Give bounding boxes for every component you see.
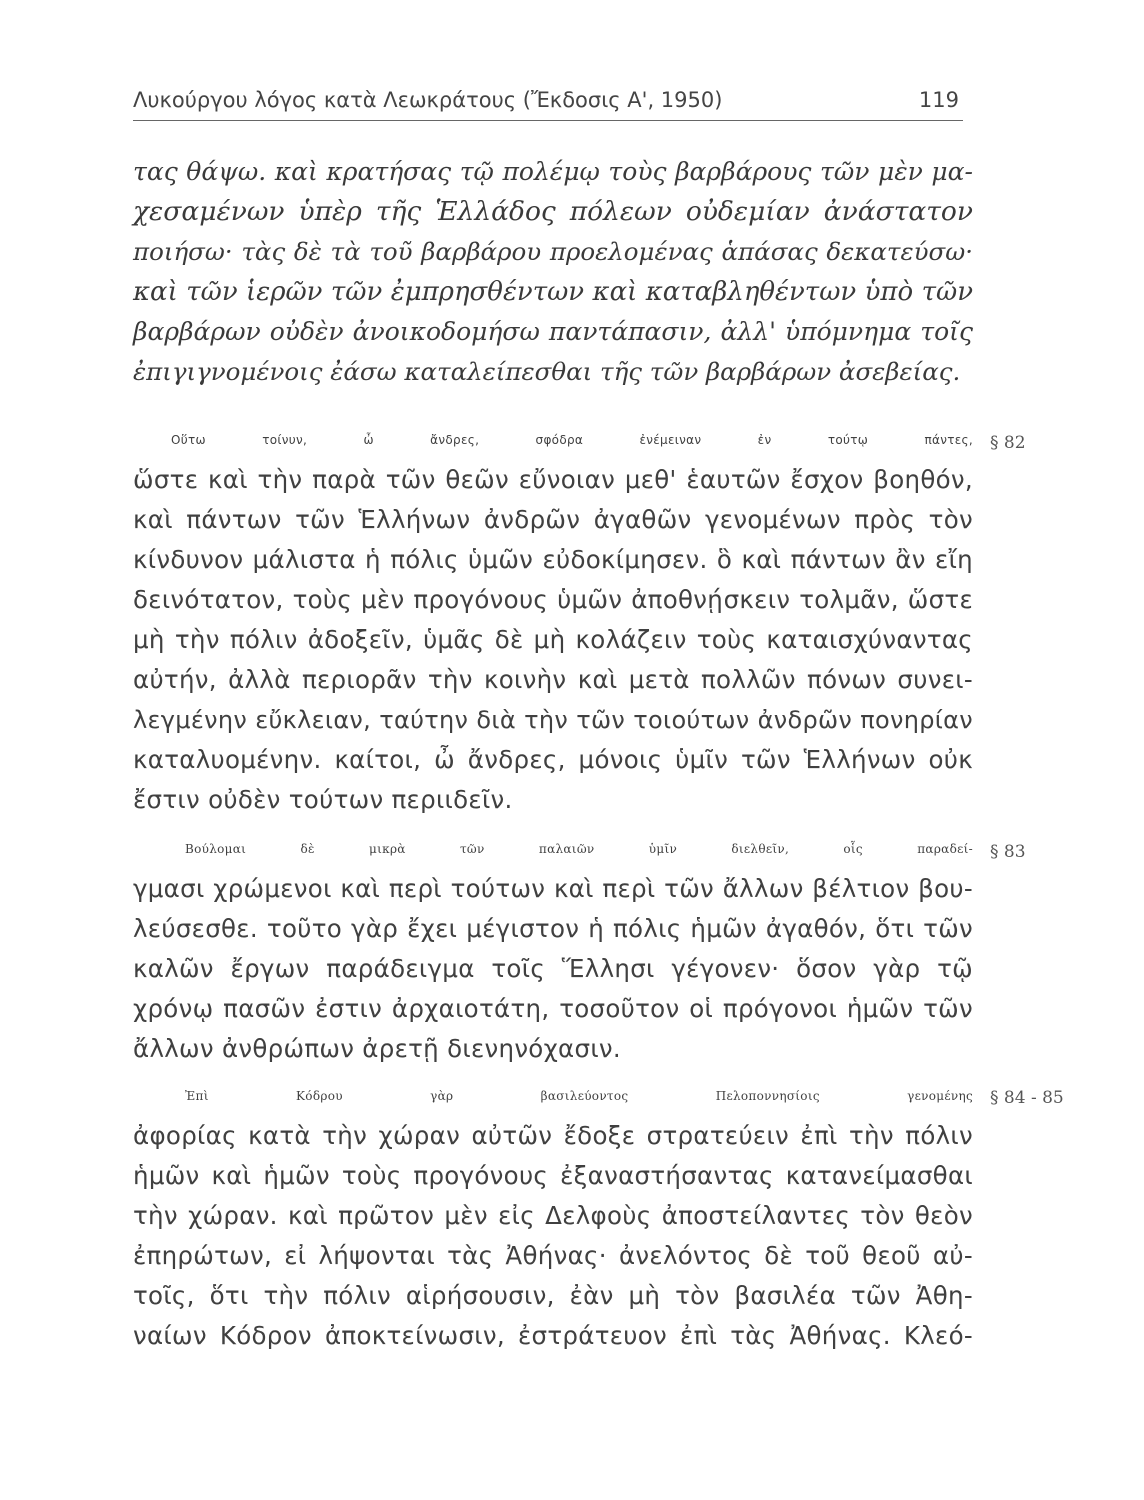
text-line: τας θάψω. καὶ κρατήσας τῷ πολέμῳ τοὺς βαρβάρους τῶν μὲν μα- [133,157,973,186]
text-line: ἐπιγιγνομένοις ἐάσω καταλείπεσθαι τῆς τῶν βαρβάρων ἀσεβείας. [133,357,961,386]
text-line: γμασι χρώμενοι καὶ περὶ τούτων καὶ περὶ τῶν ἄλλων βέλτιον βου- [133,874,973,903]
text-line: Οὕτω τοίνυν, ὦ ἄνδρες, σφόδρα ἐνέμειναν ἐν τούτῳ πάντες, [171,433,973,447]
page-number: 119 [918,88,959,112]
text-line: Βούλομαι δὲ μικρὰ τῶν παλαιῶν ὑμῖν διελθεῖν, οἷς παραδεί- [185,842,973,856]
text-line: τὴν χώραν. καὶ πρῶτον μὲν εἰς Δελφοὺς ἀποστείλαντες τὸν θεὸν [133,1201,973,1230]
paragraph-82 [133,420,973,820]
section-marker-84-85: § 84 - 85 [990,1088,1064,1108]
text-line: Ἐπὶ Κόδρου γὰρ βασιλεύοντος Πελοποννησίοις γενομένης [185,1089,973,1103]
italic-quotation [133,152,973,392]
text-line: χρόνῳ πασῶν ἐστιν ἀρχαιοτάτη, τοσοῦτον οἱ πρόγονοι ἡμῶν τῶν [133,994,973,1023]
text-line: ἀφορίας κατὰ τὴν χώραν αὐτῶν ἔδοξε στρατεύειν ἐπὶ τὴν πόλιν [133,1121,973,1150]
header-rule [133,120,963,121]
text-line: ναίων Κόδρον ἀποκτείνωσιν, ἐστράτευον ἐπὶ τὰς Ἀθήνας. Κλεό- [133,1321,973,1350]
text-line: ἐπηρώτων, εἰ λήψονται τὰς Ἀθήνας· ἀνελόντος δὲ τοῦ θεοῦ αὐ- [133,1241,973,1270]
text-line: ἔστιν οὐδὲν τούτων περιιδεῖν. [133,785,513,814]
text-line: δεινότατον, τοὺς μὲν προγόνους ὑμῶν ἀποθνῄσκειν τολμᾶν, ὥστε [133,585,973,614]
header-title: Λυκούργου λόγος κατὰ Λεωκράτους (Ἔκδοσις Α', 1950) [133,88,723,112]
paragraph-84-85 [133,1076,973,1356]
text-line: βαρβάρων οὐδὲν ἀνοικοδομήσω παντάπασιν, ἀλλ' ὑπόμνημα τοῖς [133,317,973,346]
text-line: τοῖς, ὅτι τὴν πόλιν αἱρήσουσιν, ἐὰν μὴ τὸν βασιλέα τῶν Ἀθη- [133,1281,973,1310]
text-line: μὴ τὴν πόλιν ἀδοξεῖν, ὑμᾶς δὲ μὴ κολάζειν τοὺς καταισχύναντας [133,625,973,654]
section-marker-83: § 83 [990,842,1026,862]
text-line: χεσαμένων ὑπὲρ τῆς Ἑλλάδος πόλεων οὐδεμίαν ἀνάστατον [133,196,973,227]
text-line: λεγμένην εὔκλειαν, ταύτην διὰ τὴν τῶν τοιούτων ἀνδρῶν πονηρίαν [133,706,973,734]
text-line: κίνδυνον μάλιστα ἡ πόλις ὑμῶν εὐδοκίμησεν. ὃ καὶ πάντων ἂν εἴη [133,545,973,574]
text-line: ποιήσω· τὰς δὲ τὰ τοῦ βαρβάρου προελομένας ἁπάσας δεκατεύσω· [133,237,973,266]
text-line: καλῶν ἔργων παράδειγμα τοῖς Ἕλλησι γέγονεν· ὅσον γὰρ τῷ [133,954,973,983]
text-line: καὶ πάντων τῶν Ἑλλήνων ἀνδρῶν ἀγαθῶν γενομένων πρὸς τὸν [133,505,973,534]
text-line: ὥστε καὶ τὴν παρὰ τῶν θεῶν εὔνοιαν μεθ' ἑαυτῶν ἔσχον βοηθόν, [133,465,973,494]
running-header [133,88,963,122]
text-line: ἡμῶν καὶ ἡμῶν τοὺς προγόνους ἐξαναστήσαντας κατανείμασθαι [133,1161,973,1190]
section-marker-82: § 82 [990,433,1026,453]
text-line: αὐτήν, ἀλλὰ περιορᾶν τὴν κοινὴν καὶ μετὰ πολλῶν πόνων συνει- [133,665,973,694]
text-line: καταλυομένην. καίτοι, ὦ ἄνδρες, μόνοις ὑμῖν τῶν Ἑλλήνων οὐκ [133,745,973,774]
paragraph-83 [133,829,973,1069]
text-line: λεύσεσθε. τοῦτο γὰρ ἔχει μέγιστον ἡ πόλις ἡμῶν ἀγαθόν, ὅτι τῶν [133,914,973,943]
text-line: ἄλλων ἀνθρώπων ἀρετῇ διενηνόχασιν. [133,1034,621,1063]
text-line: καὶ τῶν ἱερῶν τῶν ἐμπρησθέντων καὶ καταβληθέντων ὑπὸ τῶν [133,277,973,307]
